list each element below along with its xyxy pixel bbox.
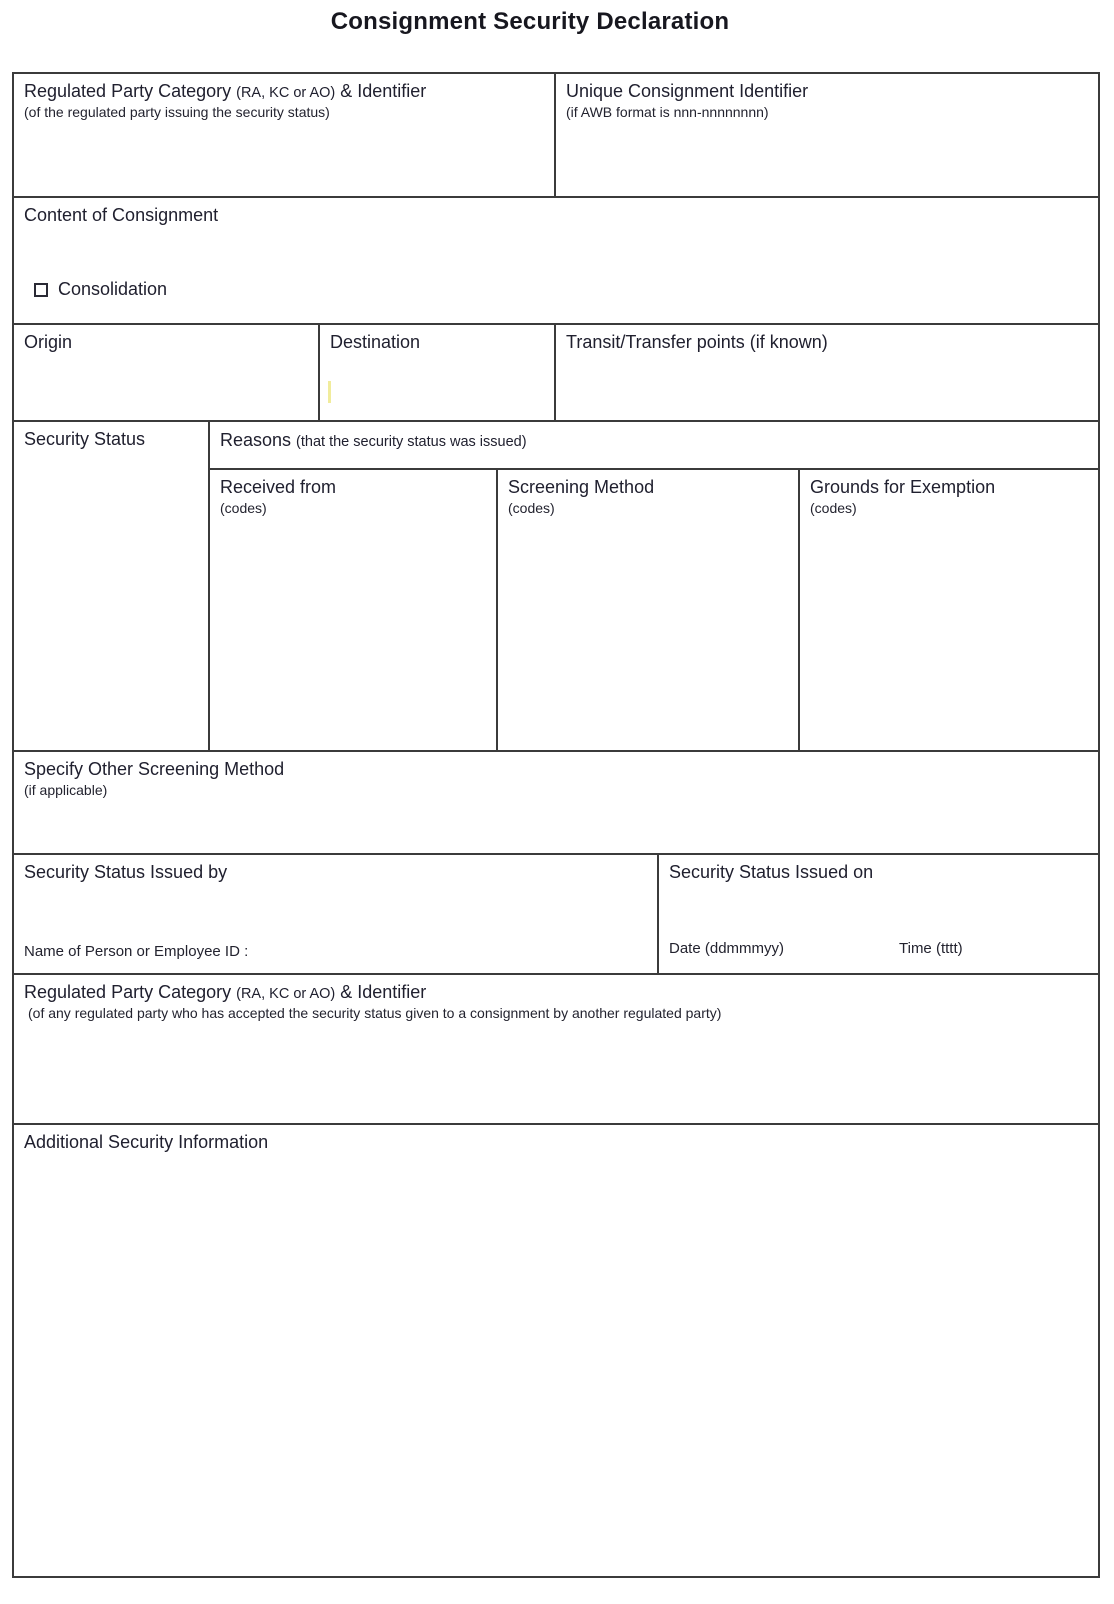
field-unique-consignment-identifier [556, 74, 1098, 196]
consolidation-label: Consolidation [58, 279, 168, 299]
field-regulated-party-issuer [14, 74, 556, 196]
field-label: Regulated Party Category (RA, KC or AO) & Identifier [24, 81, 427, 101]
field-label: Security Status Issued on [669, 862, 874, 882]
field-destination [320, 325, 556, 420]
field-received-from [210, 470, 498, 750]
reasons-code-columns [210, 470, 1098, 750]
field-grounds-for-exemption [800, 470, 1098, 750]
field-label: Destination [330, 332, 421, 352]
row-additional-info [14, 1125, 1098, 1576]
field-transit-points [556, 325, 1098, 420]
field-label: Unique Consignment Identifier [566, 81, 809, 101]
field-label: Regulated Party Category (RA, KC or AO) & Identifier [24, 982, 427, 1002]
field-sublabel: (of the regulated party issuing the security status) [24, 103, 330, 120]
field-label: Security Status Issued by [24, 862, 228, 882]
field-screening-method [498, 470, 800, 750]
row-regulated-party-acceptor [14, 975, 1098, 1125]
name-or-employee-id-label: Name of Person or Employee ID : [24, 943, 249, 960]
page-title: Consignment Security Declaration [330, 8, 730, 35]
date-label: Date (ddmmmyy) [669, 940, 785, 957]
field-sublabel: (codes) [220, 499, 267, 516]
field-origin [14, 325, 320, 420]
field-label: Origin [24, 332, 73, 352]
consolidation-checkbox[interactable] [34, 283, 48, 297]
field-sublabel: (codes) [810, 499, 857, 516]
row-security-status [14, 422, 1098, 752]
field-label: Grounds for Exemption [810, 477, 996, 497]
field-label: Reasons (that the security status was issued) [220, 430, 527, 450]
row-content [14, 198, 1098, 325]
row-issuance [14, 855, 1098, 975]
field-label: Security Status [24, 429, 146, 449]
field-regulated-party-acceptor [14, 975, 1098, 1123]
field-sublabel: (if AWB format is nnn-nnnnnnnn) [566, 103, 769, 120]
field-issued-by [14, 855, 659, 973]
field-label: Specify Other Screening Method [24, 759, 285, 779]
row-routing [14, 325, 1098, 422]
date-time-labels [669, 940, 1088, 960]
row-other-screening [14, 752, 1098, 855]
field-content-of-consignment [14, 198, 1098, 323]
form-table [12, 72, 1100, 1578]
field-label: Content of Consignment [24, 205, 219, 225]
field-specify-other-screening [14, 752, 1098, 853]
field-issued-on [659, 855, 1098, 973]
text-cursor-artifact [328, 381, 331, 403]
field-label: Received from [220, 477, 337, 497]
field-label: Additional Security Information [24, 1132, 269, 1152]
row-identifiers [14, 74, 1098, 198]
time-label: Time (tttt) [899, 940, 963, 957]
field-sublabel: (if applicable) [24, 781, 108, 798]
field-sublabel: (of any regulated party who has accepted the security status given to a consignment by another regulated party) [28, 1004, 722, 1021]
field-additional-security-info [14, 1125, 1098, 1576]
field-sublabel: (codes) [508, 499, 555, 516]
reasons-header [210, 422, 1098, 470]
field-security-status [14, 422, 210, 750]
consolidation-option [24, 279, 167, 300]
field-label: Screening Method [508, 477, 655, 497]
field-label: Transit/Transfer points (if known) [566, 332, 828, 352]
reasons-section [210, 422, 1098, 750]
